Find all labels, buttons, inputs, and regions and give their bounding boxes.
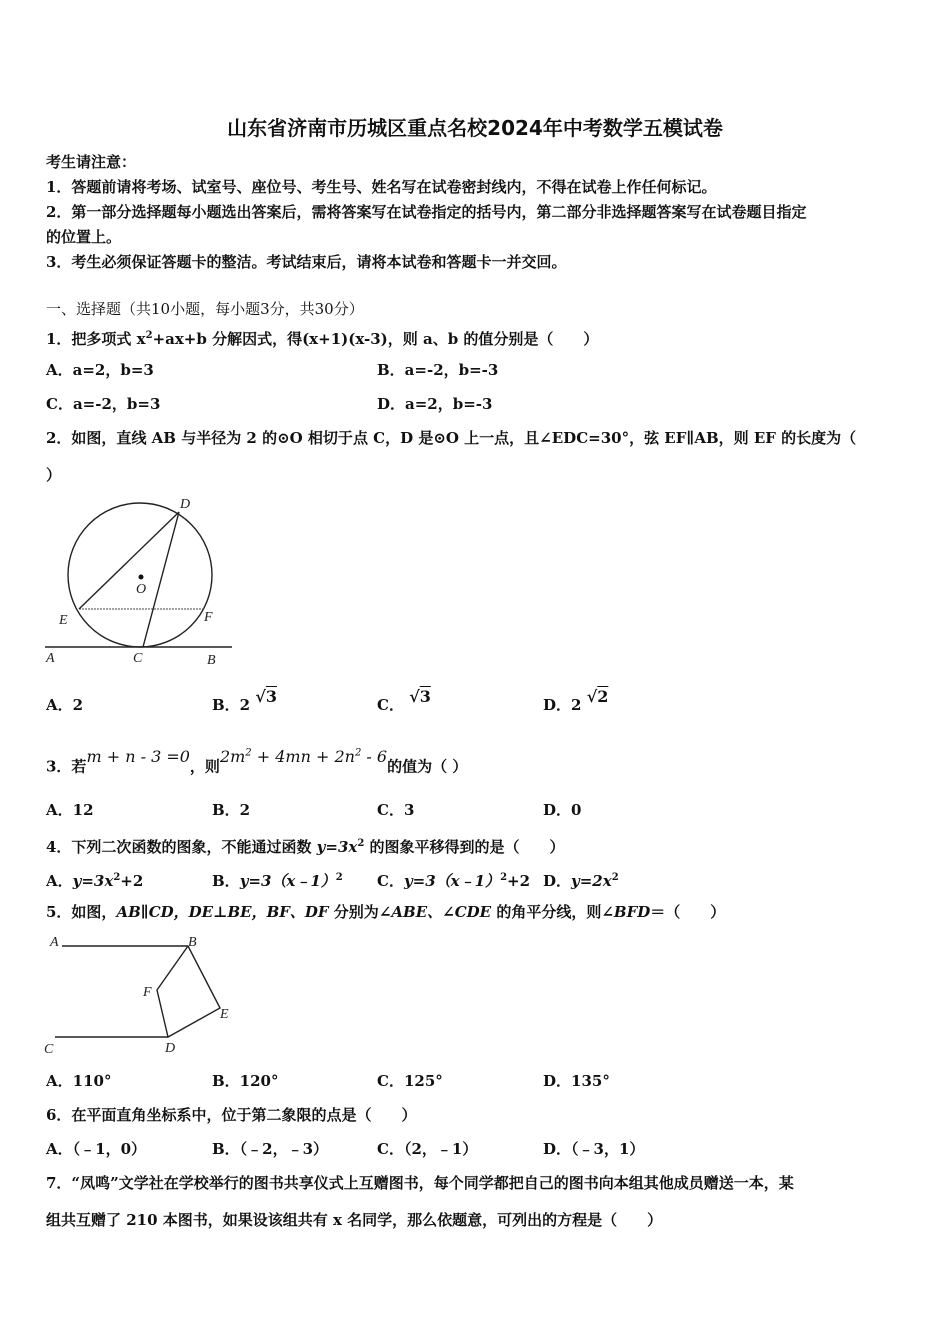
q1-stem: 1．把多项式 $x^2+ax+b$ 分解因式，得(x+1)(x-3)，则 a、b 的值分别是（ ） xyxy=(46,330,599,348)
q3-option-d: D．0 xyxy=(543,801,582,819)
label-d: D xyxy=(165,1041,176,1056)
q5-option-a: A．110° xyxy=(46,1072,112,1090)
q1-option-b: B．a=-2，b=-3 xyxy=(377,361,499,379)
notice-heading: 考生请注意： xyxy=(46,153,137,171)
notice-item: 1．答题前请将考场、试室号、座位号、考生号、姓名写在试卷密封线内，不得在试卷上作任何标记。 xyxy=(46,178,717,196)
notice-item: 2．第一部分选择题每小题选出答案后，需将答案写在试卷指定的括号内，第二部分非选择题答案写在试卷题目指定 xyxy=(46,203,807,221)
q4-stem: 4．下列二次函数的图象，不能通过函数 $y=3x^2$ 的图象平移得到的是（ ） xyxy=(46,838,565,856)
q2-stem-end: ） xyxy=(46,466,62,484)
q4-option-b: B．y=3（x﹣1）$^2$ xyxy=(212,872,343,890)
q6-option-a: A．（﹣1，0） xyxy=(46,1140,147,1158)
q2-stem: 2．如图，直线 AB 与半径为 2 的⊙O 相切于点 C，D 是⊙O 上一点，且∠EDC=30°，弦 EF∥AB，则 EF 的长度为（ xyxy=(46,429,857,447)
label-e: E xyxy=(59,613,68,628)
q3-stem: 3．若m + n - 3 =0，则$2m^2 + 4mn + 2n^2 - 6$的值为（ ） xyxy=(46,747,468,776)
notice-item: 的位置上。 xyxy=(46,228,122,246)
q6-stem: 6．在平面直角坐标系中，位于第二象限的点是（ ） xyxy=(46,1106,417,1124)
q5-figure-shapes xyxy=(55,946,220,1037)
q4-option-a: A．$y=3x^2+2$ xyxy=(46,872,144,890)
label-c: C xyxy=(133,651,143,666)
section-heading: 一、选择题（共10小题，每小题3分，共30分） xyxy=(46,300,364,318)
q4-option-c: C．y=3（x﹣1）$^2$+2 xyxy=(377,872,531,890)
q2-option-c: C． √3 xyxy=(377,687,431,714)
q1-option-c: C．a=-2，b=3 xyxy=(46,395,161,413)
label-e: E xyxy=(220,1007,229,1022)
q4-option-d: D．$y=2x^2$ xyxy=(543,872,619,890)
q2-option-a: A．2 xyxy=(46,696,84,714)
q7-stem-line2: 组共互赠了 210 本图书，如果设该组共有 x 名同学，那么依题意，可列出的方程是（ ） xyxy=(46,1211,663,1229)
q6-option-b: B．（﹣2，﹣3） xyxy=(212,1140,329,1158)
q3-option-c: C．3 xyxy=(377,801,415,819)
label-o: O xyxy=(136,582,147,597)
q2-option-b: B．2 √3 xyxy=(212,687,278,714)
q3-option-b: B．2 xyxy=(212,801,251,819)
label-c: C xyxy=(44,1042,54,1057)
q7-stem-line1: 7．“凤鸣”文学社在学校举行的图书共享仪式上互赠图书，每个同学都把自己的图书向本组其他成员赠送一本，某 xyxy=(46,1174,794,1192)
q1-option-a: A．a=2，b=3 xyxy=(46,361,154,379)
notice-item: 3．考生必须保证答题卡的整洁。考试结束后，请将本试卷和答题卡一并交回。 xyxy=(46,253,567,271)
q2-option-d: D．2 √2 xyxy=(543,687,609,714)
label-a: A xyxy=(46,651,55,666)
q6-option-c: C．（2，﹣1） xyxy=(377,1140,478,1158)
q3-option-a: A．12 xyxy=(46,801,94,819)
label-a: A xyxy=(50,935,59,950)
label-f: F xyxy=(204,610,213,625)
q5-stem: 5．如图，AB∥CD，DE⊥BE，BF、DF 分别为∠ABE、∠CDE 的角平分线，则∠BFD＝（ ） xyxy=(46,903,726,921)
q5-option-c: C．125° xyxy=(377,1072,443,1090)
polyline-bfde xyxy=(157,946,220,1037)
label-d: D xyxy=(180,497,191,512)
label-b: B xyxy=(188,935,197,950)
q5-option-d: D．135° xyxy=(543,1072,610,1090)
page-title: 山东省济南市历城区重点名校2024年中考数学五模试卷 xyxy=(227,116,723,140)
q5-option-b: B．120° xyxy=(212,1072,279,1090)
label-f: F xyxy=(143,985,152,1000)
q6-option-d: D．（﹣3，1） xyxy=(543,1140,645,1158)
q1-option-d: D．a=2，b=-3 xyxy=(377,395,493,413)
label-b: B xyxy=(207,653,216,668)
